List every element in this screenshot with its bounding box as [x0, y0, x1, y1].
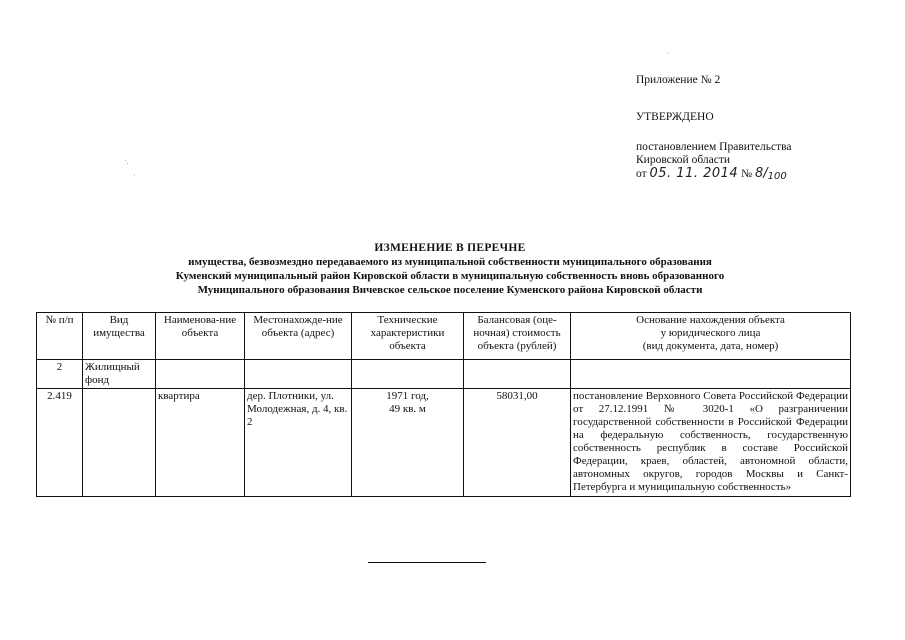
document-subtitle-line-3: Муниципального образования Вичевское сельское поселение Куменского района Кировской области: [197, 284, 703, 296]
handwritten-number-main: 8: [754, 166, 764, 181]
handwritten-number-den: 100: [767, 171, 787, 182]
section-num: 2: [37, 360, 83, 389]
property-table: [36, 312, 851, 497]
number-prefix: №: [741, 168, 753, 180]
decree-date-line: [636, 167, 886, 183]
scan-speck: ·: [133, 171, 136, 180]
item-value: 58031,00: [464, 389, 571, 497]
header-location: Местонахожде-ние объекта (адрес): [245, 313, 352, 360]
item-specs-year: 1971 год,: [386, 390, 429, 402]
document-title-block: [90, 241, 810, 297]
date-prefix: от: [636, 168, 647, 180]
document-title: ИЗМЕНЕНИЕ В ПЕРЕЧНЕ: [374, 242, 526, 254]
section-empty-cell: [245, 360, 352, 389]
header-basis-line-1: Основание нахождения объекта: [636, 314, 785, 326]
table-header-row: [37, 313, 851, 360]
item-location: дер. Плотники, ул. Молодежная, д. 4, кв. 2: [245, 389, 352, 497]
item-kind: [83, 389, 156, 497]
handwritten-date: 05. 11. 2014: [649, 166, 739, 181]
item-name: квартира: [156, 389, 245, 497]
section-empty-cell: [571, 360, 851, 389]
appendix-label: Приложение № 2: [636, 74, 721, 86]
document-subtitle-line-2: Куменский муниципальный район Кировской области в муниципальную собственность вновь образованного: [175, 270, 725, 282]
header-name: Наименова-ние объекта: [156, 313, 245, 360]
item-specs: [352, 389, 464, 497]
item-num: 2.419: [37, 389, 83, 497]
item-basis: постановление Верховного Совета Российской Федерации от 27.12.1991 № 3020-1 «О разграничении государственной собственности в Российской Федерации на федеральную собственность, государственную собственность республик в составе Российской Федерации, краев, областей, автономной области, автономных округов, городов Москвы и Санкт-Петербурга и муниципальную собственность»: [571, 389, 851, 497]
header-basis-line-2: у юридического лица: [660, 327, 761, 339]
item-specs-area: 49 кв. м: [389, 403, 426, 415]
decree-line-2: Кировской области: [636, 154, 731, 166]
handwritten-number: 8/100: [754, 166, 787, 182]
document-subtitle-line-1: имущества, безвозмездно передаваемого из муниципальной собственности муниципального образования: [188, 256, 712, 268]
section-empty-cell: [464, 360, 571, 389]
table-row-item: [37, 389, 851, 497]
header-basis-line-3: (вид документа, дата, номер): [642, 340, 779, 352]
approved-label: УТВЕРЖДЕНО: [636, 111, 714, 123]
table-row-section: [37, 360, 851, 389]
section-kind: Жилищный фонд: [83, 360, 156, 389]
header-value: Балансовая (оце-ночная) стоимость объекта (рублей): [464, 313, 571, 360]
header-num: № п/п: [37, 313, 83, 360]
header-kind: Вид имущества: [83, 313, 156, 360]
bottom-separator-line: [368, 562, 486, 563]
scan-speck: ·: [667, 49, 670, 58]
section-empty-cell: [156, 360, 245, 389]
header-specs: Технические характеристики объекта: [352, 313, 464, 360]
section-empty-cell: [352, 360, 464, 389]
scan-speck: ·.: [124, 157, 129, 166]
decree-line-1: постановлением Правительства: [636, 141, 792, 153]
header-basis: [571, 313, 851, 360]
approval-block: [636, 74, 886, 183]
